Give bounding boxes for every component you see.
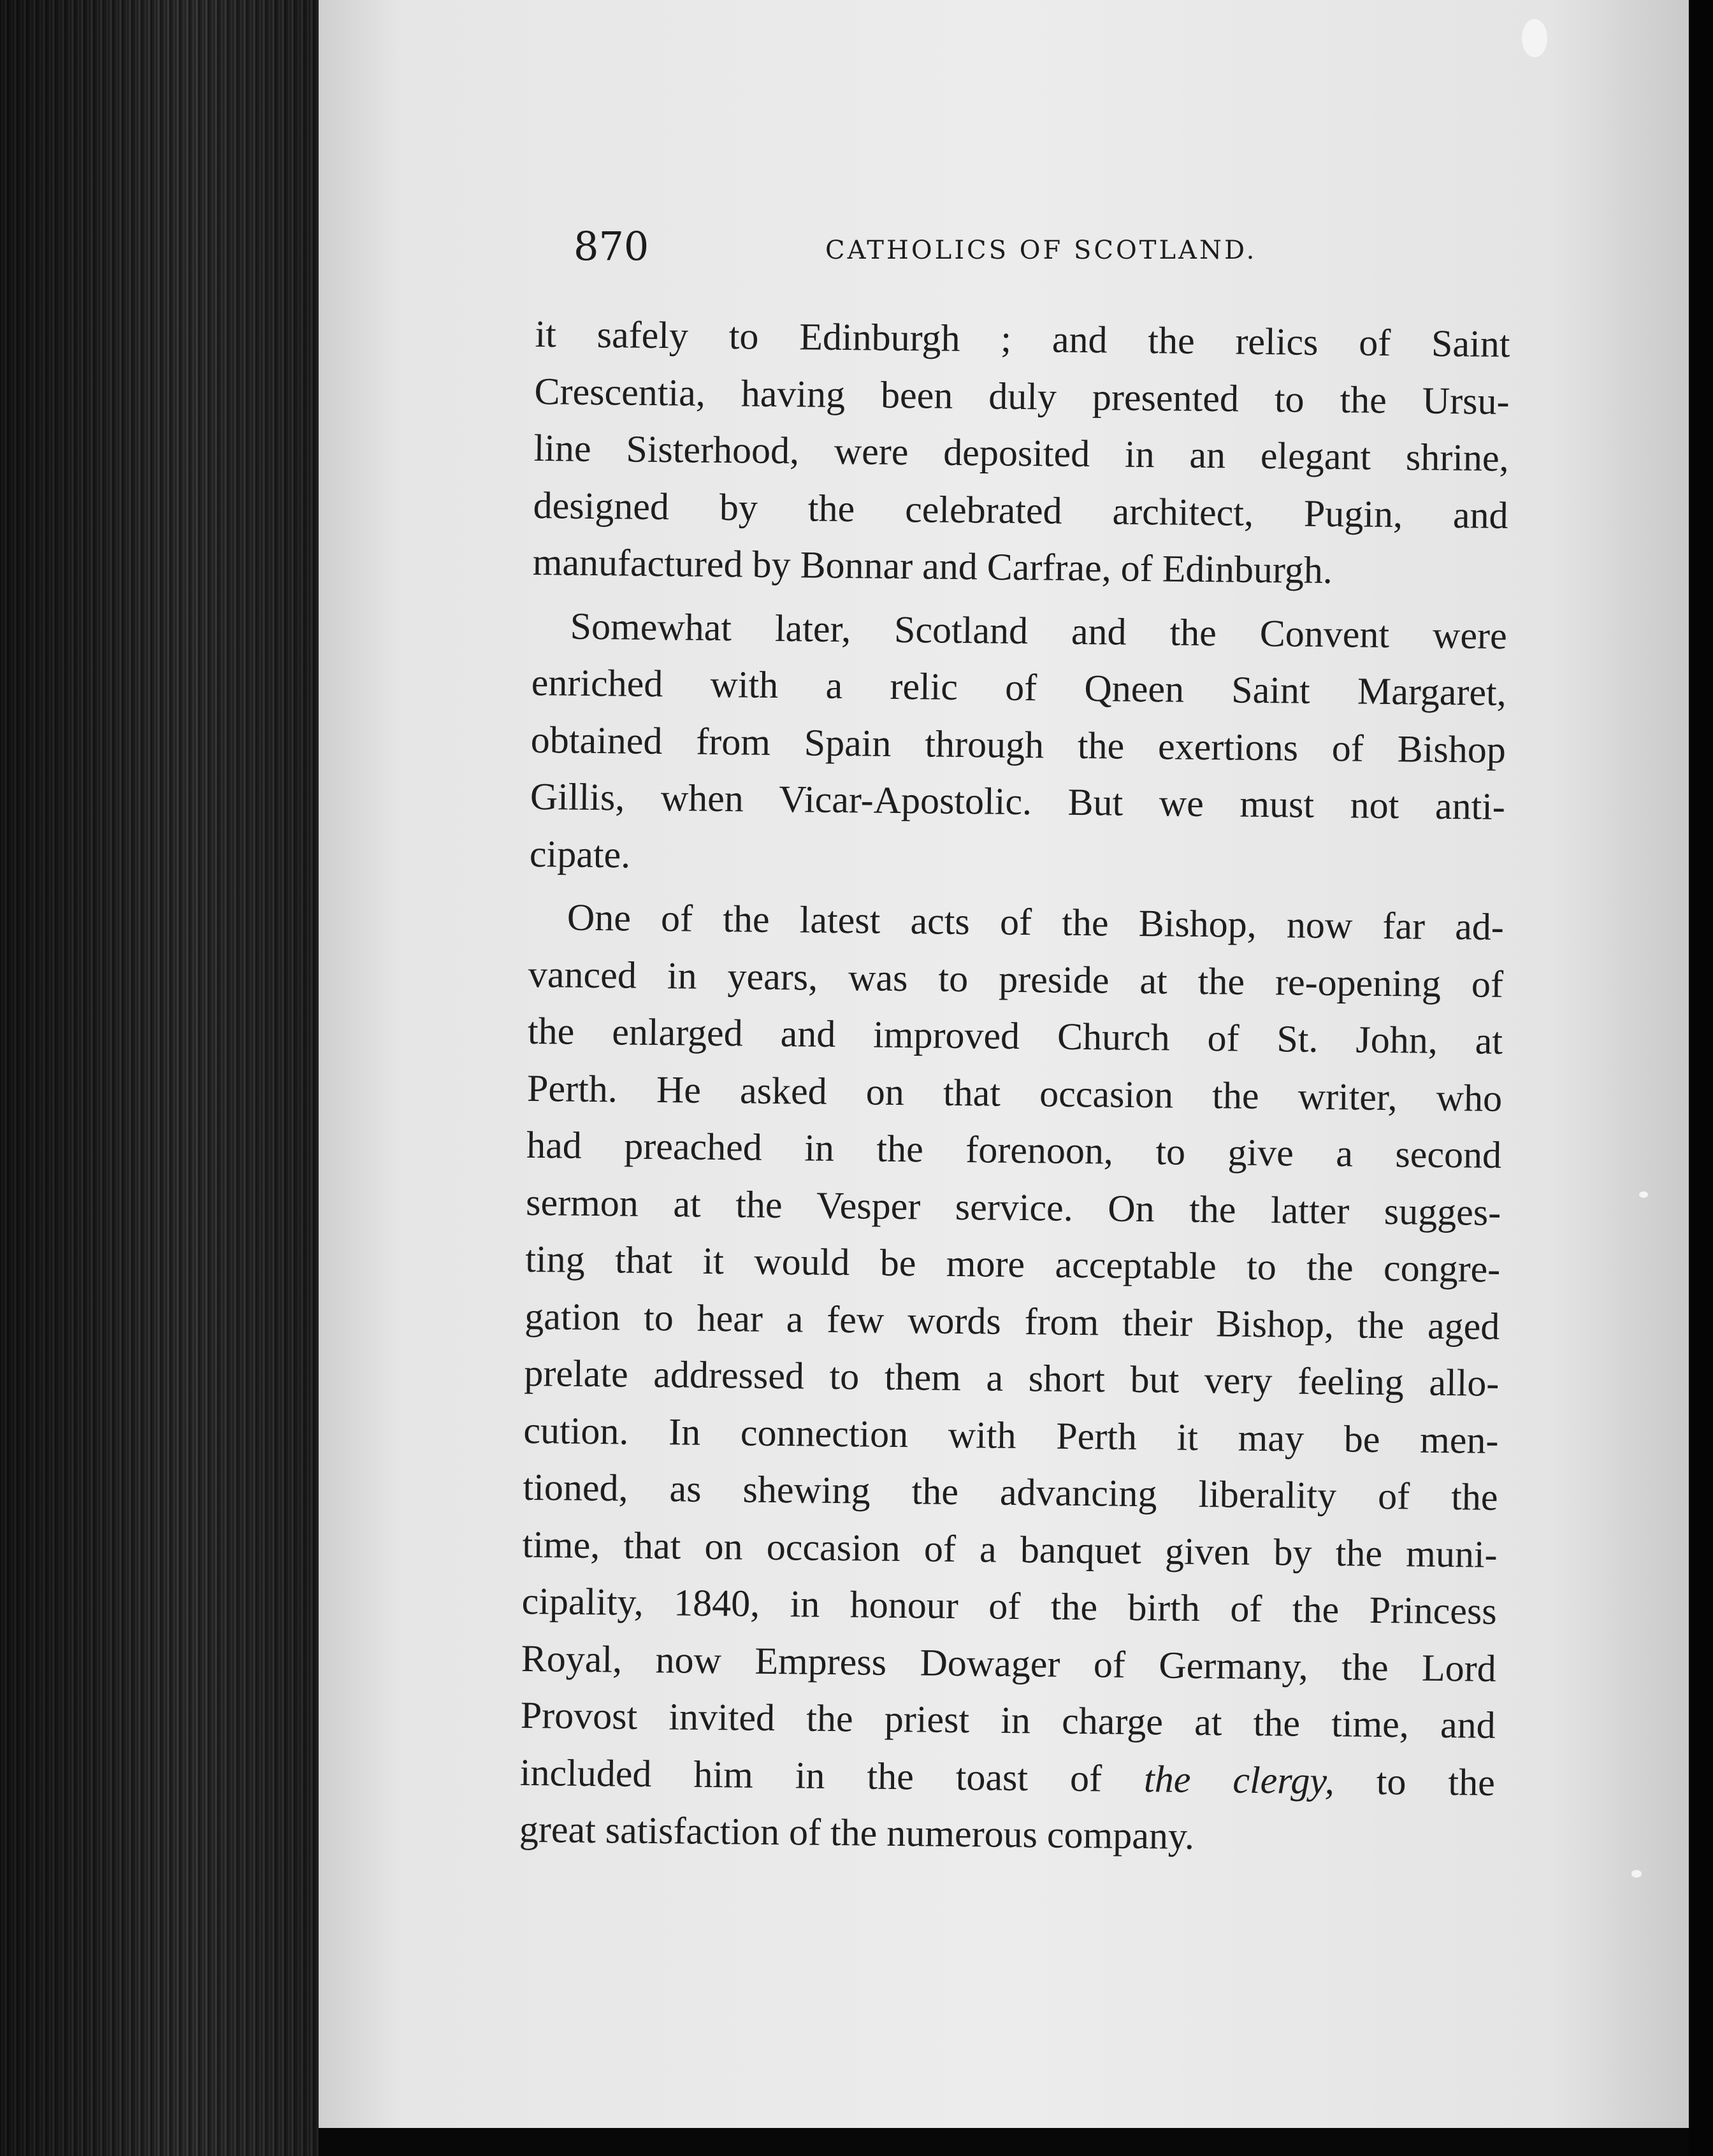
text-line: gation to hear a few words from their Bishop, the aged <box>524 1295 1500 1348</box>
text-line: Gillis, when Vicar-Apostolic. But we must not anti- <box>530 775 1506 828</box>
toast-text-italic: the clergy, <box>1143 1757 1335 1802</box>
scan-speck <box>1639 1191 1648 1198</box>
text-line: Somewhat later, Scotland and the Convent were <box>570 605 1508 657</box>
text-line: prelate addressed to them a short but very feeling allo- <box>524 1351 1500 1404</box>
body-text <box>519 306 1510 1868</box>
page-header <box>574 223 1275 287</box>
text-line: Perth. He asked on that occasion the writer, who <box>526 1067 1503 1119</box>
book-page-edges <box>0 0 319 2156</box>
toast-text-before: included him in the toast of <box>519 1751 1145 1800</box>
text-line: sermon at the Vesper service. On the latter sugges- <box>525 1181 1501 1233</box>
text-line: cution. In connection with Perth it may be men- <box>523 1409 1499 1462</box>
text-line: designed by the celebrated architect, Pugin, and <box>533 484 1508 536</box>
text-line: great satisfaction of the numerous company. <box>519 1807 1195 1857</box>
text-line: tioned, as shewing the advancing liberality of the <box>523 1465 1498 1518</box>
scan-speck <box>1631 1870 1642 1878</box>
text-line-toast <box>519 1744 1495 1811</box>
text-line: obtained from Spain through the exertions of Bishop <box>530 718 1507 771</box>
text-line: it safely to Edinburgh ; and the relics of Saint <box>535 312 1510 366</box>
text-line: cipality, 1840, in honour of the birth of the Princess <box>521 1579 1497 1632</box>
text-line: Royal, now Empress Dowager of Germany, the Lord <box>521 1637 1497 1690</box>
toast-text-after: to the <box>1334 1759 1496 1804</box>
text-line: ting that it would be more acceptable to the congre- <box>524 1237 1501 1290</box>
text-line: Provost invited the priest in charge at the time, and <box>520 1693 1496 1746</box>
text-line: line Sisterhood, were deposited in an elegant shrine, <box>533 426 1509 480</box>
text-line: time, that on occasion of a banquet given by the muni- <box>522 1523 1498 1576</box>
scan-border-bottom <box>319 2128 1689 2156</box>
text-line: the enlarged and improved Church of St. John, at <box>527 1009 1503 1062</box>
text-line: enriched with a relic of Qneen Saint Margaret, <box>531 661 1507 714</box>
text-line: vanced in years, was to preside at the re-opening of <box>528 952 1504 1005</box>
text-line: One of the latest acts of the Bishop, now far ad- <box>567 896 1505 948</box>
scan-border-right <box>1689 0 1713 2156</box>
page-number: 870 <box>574 223 649 270</box>
text-line: manufactured by Bonnar and Carfrae, of Edinburgh. <box>532 540 1333 592</box>
text-line: cipate. <box>529 832 631 876</box>
running-head: CATHOLICS OF SCOTLAND. <box>825 236 1257 265</box>
text-line: Crescentia, having been duly presented to the Ursu- <box>534 370 1510 422</box>
scan-speck <box>1522 19 1547 57</box>
text-line: had preached in the forenoon, to give a second <box>526 1123 1502 1176</box>
